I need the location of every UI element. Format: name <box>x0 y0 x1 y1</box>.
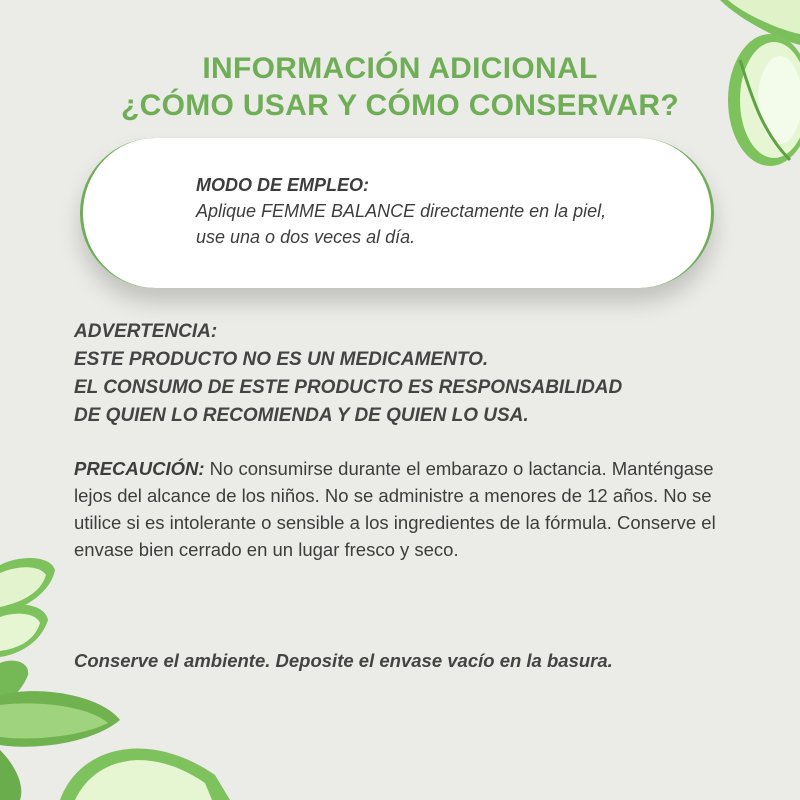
warning-section <box>74 318 714 430</box>
warning-line-1: ESTE PRODUCTO NO ES UN MEDICAMENTO. <box>74 349 489 370</box>
page-title <box>0 50 800 124</box>
usage-label: MODO DE EMPLEO: <box>196 175 370 195</box>
footer-note: Conserve el ambiente. Deposite el envase vacío en la basura. <box>74 650 613 671</box>
precaution-label: PRECAUCIÓN: <box>74 458 205 479</box>
precaution-section <box>74 455 734 563</box>
title-line-1: INFORMACIÓN ADICIONAL <box>202 52 598 85</box>
usage-content <box>196 172 626 250</box>
warning-line-2: EL CONSUMO DE ESTE PRODUCTO ES RESPONSABILIDAD <box>74 377 623 398</box>
usage-text: Aplique FEMME BALANCE directamente en la piel, use una o dos veces al día. <box>196 201 607 247</box>
warning-label: ADVERTENCIA: <box>74 321 218 342</box>
title-line-2: ¿CÓMO USAR Y CÓMO CONSERVAR? <box>121 89 679 122</box>
precaution-text: No consumirse durante el embarazo o lactancia. Manténgase lejos del alcance de los niños. No se administre a menores de 12 años. No se utilice si es intolerante o sensible a los ingredientes de la fórmula. Conserve el envase bien cerrado en un lugar fresco y seco. <box>74 458 716 560</box>
warning-line-3: DE QUIEN LO RECOMIENDA Y DE QUIEN LO USA. <box>74 405 529 426</box>
